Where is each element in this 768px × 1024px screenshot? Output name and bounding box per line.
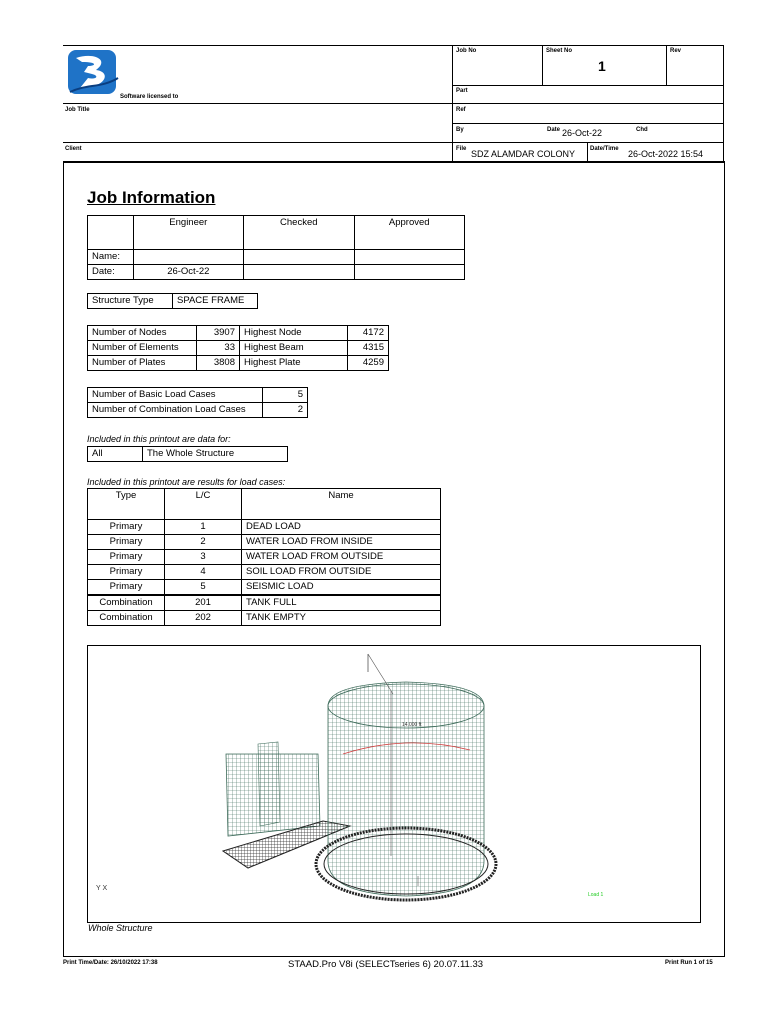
highest-node-value: 4172 <box>348 326 389 341</box>
highest-plate-label: Highest Plate <box>240 356 348 371</box>
table-row <box>88 565 441 580</box>
col-approved: Approved <box>354 216 465 250</box>
job-info-table <box>87 215 465 280</box>
lc-type: Combination <box>88 611 165 626</box>
print-time: Print Time/Date: 26/10/2022 17:38 <box>63 960 158 966</box>
sheet-no-label: Sheet No <box>546 48 573 54</box>
table-row <box>88 520 441 535</box>
lc-type: Primary <box>88 550 165 565</box>
engineer-date: 26-Oct-22 <box>133 265 243 280</box>
date-label: Date <box>547 127 561 133</box>
scope-table <box>87 446 288 462</box>
scope-value: All <box>88 447 143 462</box>
col-checked: Checked <box>244 216 354 250</box>
lc-type: Combination <box>88 595 165 611</box>
licensed-to-label: Software licensed to <box>120 94 179 100</box>
by-label: By <box>456 127 464 133</box>
structure-type-value: SPACE FRAME <box>173 294 258 309</box>
dimension-label: 14.000 ft <box>402 722 422 728</box>
table-row <box>88 550 441 565</box>
job-info-title: Job Information <box>87 188 216 207</box>
chd-label: Chd <box>636 127 648 133</box>
scope-desc: The Whole Structure <box>143 447 288 462</box>
col-name: Name <box>242 489 441 520</box>
lc-number: 202 <box>165 611 242 626</box>
axis-indicator-icon: Y X <box>96 885 108 892</box>
datetime-value: 26-Oct-2022 15:54 <box>628 149 704 159</box>
bentley-logo-icon <box>66 48 120 98</box>
lc-name: SOIL LOAD FROM OUTSIDE <box>242 565 441 580</box>
row-date-label: Date: <box>88 265 134 280</box>
part-label: Part <box>456 88 468 94</box>
load-counts-table <box>87 387 308 418</box>
highest-beam-value: 4315 <box>348 341 389 356</box>
plates-label: Number of Plates <box>88 356 197 371</box>
client-label: Client <box>65 146 82 152</box>
job-no-label: Job No <box>456 48 477 54</box>
elements-label: Number of Elements <box>88 341 197 356</box>
col-lc: L/C <box>165 489 242 520</box>
date-value: 26-Oct-22 <box>562 128 603 138</box>
lc-name: TANK FULL <box>242 595 441 611</box>
lc-number: 2 <box>165 535 242 550</box>
table-row <box>88 595 441 611</box>
nodes-value: 3907 <box>197 326 240 341</box>
structure-model-image <box>88 646 700 922</box>
combo-load-label: Number of Combination Load Cases <box>88 403 263 418</box>
load-label: Load 1 <box>588 892 604 898</box>
table-row <box>88 580 441 596</box>
lc-name: WATER LOAD FROM INSIDE <box>242 535 441 550</box>
basic-load-label: Number of Basic Load Cases <box>88 388 263 403</box>
lc-number: 3 <box>165 550 242 565</box>
row-name-label: Name: <box>88 250 134 265</box>
lc-type: Primary <box>88 565 165 580</box>
lc-type: Primary <box>88 535 165 550</box>
print-run: Print Run 1 of 15 <box>665 960 713 966</box>
highest-beam-label: Highest Beam <box>240 341 348 356</box>
highest-plate-value: 4259 <box>348 356 389 371</box>
structure-figure <box>87 645 701 923</box>
load-cases-table <box>87 488 441 626</box>
combo-load-value: 2 <box>263 403 308 418</box>
job-title-label: Job Title <box>65 107 90 113</box>
lc-number: 5 <box>165 580 242 596</box>
lc-name: WATER LOAD FROM OUTSIDE <box>242 550 441 565</box>
lc-type: Primary <box>88 580 165 596</box>
software-version: STAAD.Pro V8i (SELECTseries 6) 20.07.11.33 <box>288 959 484 970</box>
counts-table <box>87 325 389 371</box>
elements-value: 33 <box>197 341 240 356</box>
lc-name: TANK EMPTY <box>242 611 441 626</box>
lc-number: 1 <box>165 520 242 535</box>
lc-number: 4 <box>165 565 242 580</box>
col-type: Type <box>88 489 165 520</box>
table-row <box>88 535 441 550</box>
table-row <box>88 611 441 626</box>
structure-type-label: Structure Type <box>88 294 173 309</box>
lc-type: Primary <box>88 520 165 535</box>
ref-label: Ref <box>456 107 466 113</box>
nodes-label: Number of Nodes <box>88 326 197 341</box>
data-caption: Included in this printout are data for: <box>87 434 231 444</box>
lc-name: DEAD LOAD <box>242 520 441 535</box>
plates-value: 3808 <box>197 356 240 371</box>
lc-number: 201 <box>165 595 242 611</box>
structure-type-table <box>87 293 258 309</box>
sheet-no-value: 1 <box>598 58 606 74</box>
rev-label: Rev <box>670 48 682 54</box>
lc-name: SEISMIC LOAD <box>242 580 441 596</box>
datetime-label: Date/Time <box>590 146 619 152</box>
highest-node-label: Highest Node <box>240 326 348 341</box>
col-engineer: Engineer <box>133 216 243 250</box>
file-label: File <box>456 146 467 152</box>
figure-caption: Whole Structure <box>88 923 153 933</box>
results-caption: Included in this printout are results for load cases: <box>87 477 286 487</box>
file-value: SDZ ALAMDAR COLONY <box>471 149 576 159</box>
basic-load-value: 5 <box>263 388 308 403</box>
